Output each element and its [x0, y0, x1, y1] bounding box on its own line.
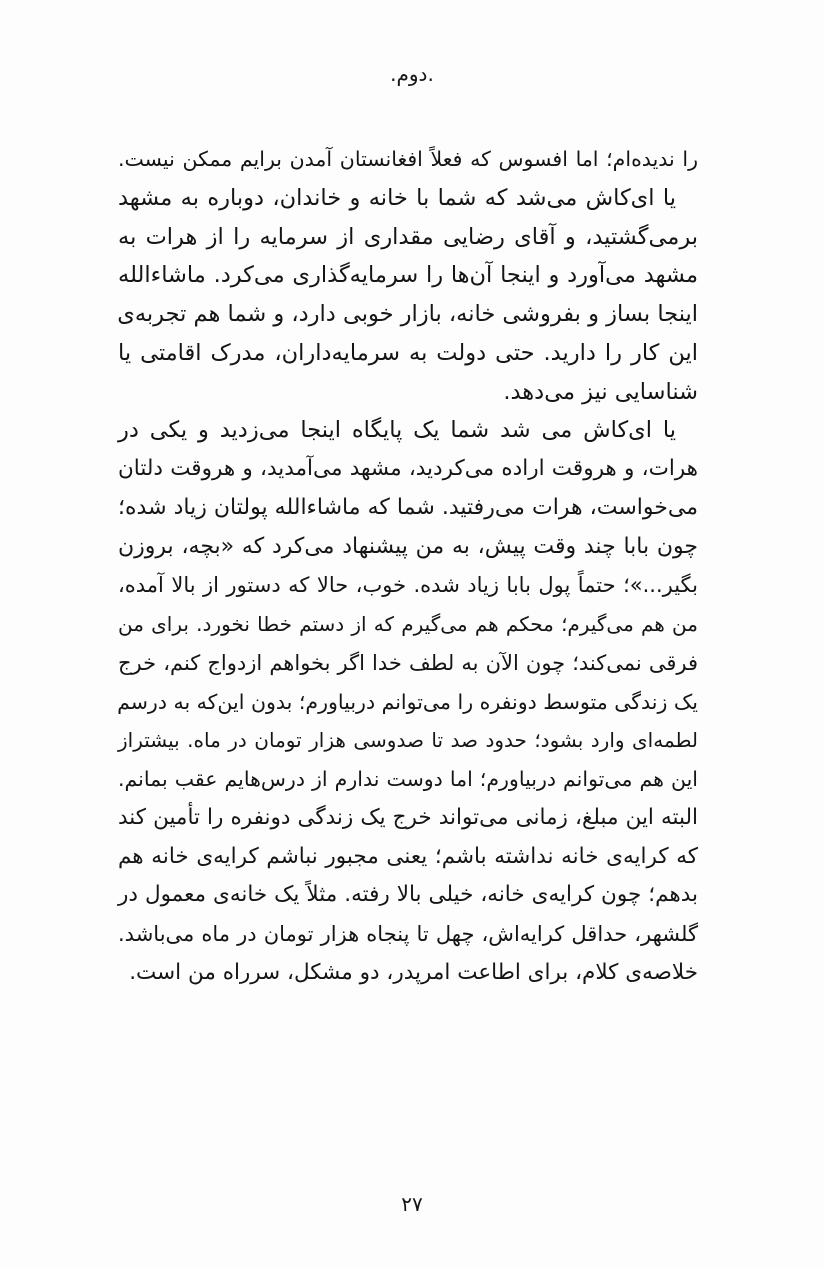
- text-line: لطمه‌ای وارد بشود؛ حدود صد تا صدوسی هزار تومان در ماه. بیشتراز: [118, 728, 698, 753]
- text-line: یا ای‌کاش می شد شما یک پایگاه اینجا می‌زدید و یکی در: [118, 417, 676, 444]
- text-line: فرقی نمی‌کند؛ چون الآن به لطف خدا اگر بخواهم ازدواج کنم، خرج: [118, 650, 698, 675]
- text-line: البته این مبلغ، زمانی می‌تواند خرج یک زندگی دونفره را تأمین کند: [118, 804, 698, 830]
- text-line: می‌خواست، هرات می‌رفتید. شما که ماشاءالله پولتان زیاد شده؛: [118, 494, 698, 520]
- text-line: که کرایه‌ی خانه نداشته باشم؛ یعنی مجبور نباشم کرایه‌ی خانه هم: [118, 843, 698, 869]
- text-line: گلشهر، حداقل کرایه‌اش، چهل تا پنجاه هزار تومان در ماه می‌باشد.: [118, 922, 698, 946]
- text-line: هرات، و هروقت اراده می‌کردید، مشهد می‌آمدید، و هروقت دلتان: [118, 456, 698, 481]
- body-text: [118, 140, 698, 993]
- text-line: من هم می‌گیرم؛ محکم هم می‌گیرم که از دستم خطا نخورد. برای من: [118, 612, 698, 636]
- text-line: این کار را دارید. حتی دولت به سرمایه‌داران، مدرک اقامتی یا: [118, 339, 698, 366]
- text-line: یا ای‌کاش می‌شد که شما با خانه و خاندان، دوباره به مشهد: [118, 184, 676, 211]
- text-line: بگیر...»؛ حتماً پول بابا زیاد شده. خوب، حالا که دستور از بالا آمده،: [118, 573, 698, 598]
- text-line: شناسایی نیز می‌دهد.: [503, 378, 698, 405]
- text-line: خلاصه‌ی کلام، برای اطاعت امرپدر، دو مشکل، سرراه من است.: [129, 959, 698, 985]
- running-header: .دوم.: [390, 62, 434, 86]
- text-line: مشهد می‌آورد و اینجا آن‌ها را سرمایه‌گذاری می‌کرد. ماشاءالله: [118, 262, 698, 289]
- text-line: بدهم؛ چون کرایه‌ی خانه، خیلی بالا رفته. مثلاً یک خانه‌ی معمول در: [118, 882, 698, 908]
- text-line: چون بابا چند وقت پیش، به من پیشنهاد می‌کرد که «بچه، بروزن: [118, 533, 698, 559]
- page-number: ۲۷: [401, 1192, 423, 1216]
- text-line: را ندیده‌ام؛ اما افسوس که فعلاً افغانستان آمدن برایم ممکن نیست.: [118, 147, 698, 171]
- text-line: این هم می‌توانم دربیاورم؛ اما دوست ندارم از درس‌هایم عقب بمانم.: [118, 767, 698, 791]
- text-line: یک زندگی متوسط دونفره را می‌توانم دربیاورم؛ بدون این‌که به درسم: [117, 689, 698, 714]
- text-line: برمی‌گشتید، و آقای رضایی مقداری از سرمایه را از هرات به: [118, 223, 698, 250]
- text-line: اینجا بساز و بفروشی خانه، بازار خوبی دارد، و شما هم تجربه‌ی: [117, 301, 698, 327]
